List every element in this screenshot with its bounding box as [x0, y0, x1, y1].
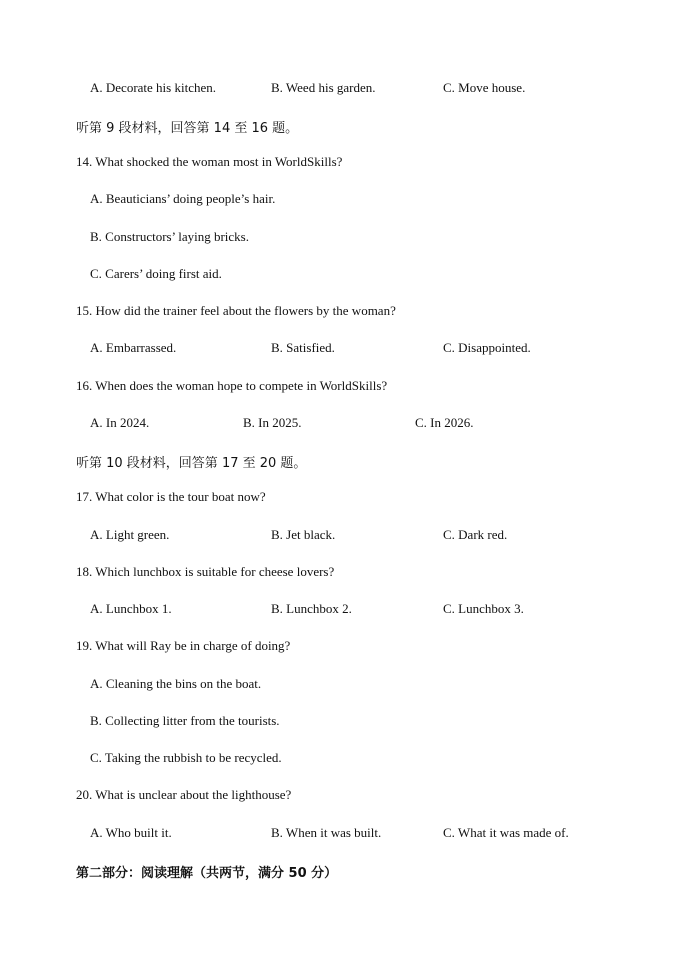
option-a: A. Embarrassed.: [90, 340, 177, 355]
question-14-option-b: B. Constructors’ laying bricks.: [90, 229, 249, 244]
option-b: B. Jet black.: [271, 527, 336, 542]
question-19-option-b: B. Collecting litter from the tourists.: [90, 713, 280, 728]
options-row-13: [0, 80, 688, 100]
option-c: C. Dark red.: [443, 527, 508, 542]
option-a: A. Who built it.: [90, 825, 172, 840]
option-b: B. When it was built.: [271, 825, 382, 840]
option-c: C. What it was made of.: [443, 825, 569, 840]
option-a: A. In 2024.: [90, 415, 150, 430]
question-19: 19. What will Ray be in charge of doing?: [76, 638, 291, 653]
option-a: A. Lunchbox 1.: [90, 601, 172, 616]
question-19-option-a: A. Cleaning the bins on the boat.: [90, 676, 262, 691]
option-c: C. Disappointed.: [443, 340, 531, 355]
question-14: 14. What shocked the woman most in WorldSkills?: [76, 154, 343, 169]
option-b: B. Weed his garden.: [271, 80, 376, 95]
question-17: 17. What color is the tour boat now?: [76, 489, 266, 504]
question-14-option-a: A. Beauticians’ doing people’s hair.: [90, 191, 276, 206]
options-row-15: [0, 340, 688, 360]
option-c: C. Move house.: [443, 80, 526, 95]
question-16: 16. When does the woman hope to compete in WorldSkills?: [76, 378, 388, 393]
section-heading-10: 听第 10 段材料，回答第 17 至 20 题。: [76, 456, 307, 471]
options-row-20: [0, 825, 688, 845]
section-heading-9: 听第 9 段材料，回答第 14 至 16 题。: [76, 121, 299, 136]
option-b: B. In 2025.: [243, 415, 302, 430]
options-row-16: [0, 415, 688, 435]
option-b: B. Lunchbox 2.: [271, 601, 352, 616]
option-c: C. In 2026.: [415, 415, 474, 430]
question-19-option-c: C. Taking the rubbish to be recycled.: [90, 750, 282, 765]
question-14-option-c: C. Carers’ doing first aid.: [90, 266, 222, 281]
option-c: C. Lunchbox 3.: [443, 601, 524, 616]
part-two-heading: 第二部分：阅读理解（共两节，满分 50 分）: [76, 866, 338, 881]
question-15: 15. How did the trainer feel about the flowers by the woman?: [76, 303, 396, 318]
option-b: B. Satisfied.: [271, 340, 335, 355]
question-20: 20. What is unclear about the lighthouse?: [76, 787, 292, 802]
question-18: 18. Which lunchbox is suitable for cheese lovers?: [76, 564, 335, 579]
option-a: A. Light green.: [90, 527, 170, 542]
option-a: A. Decorate his kitchen.: [90, 80, 216, 95]
options-row-18: [0, 601, 688, 621]
options-row-17: [0, 527, 688, 547]
